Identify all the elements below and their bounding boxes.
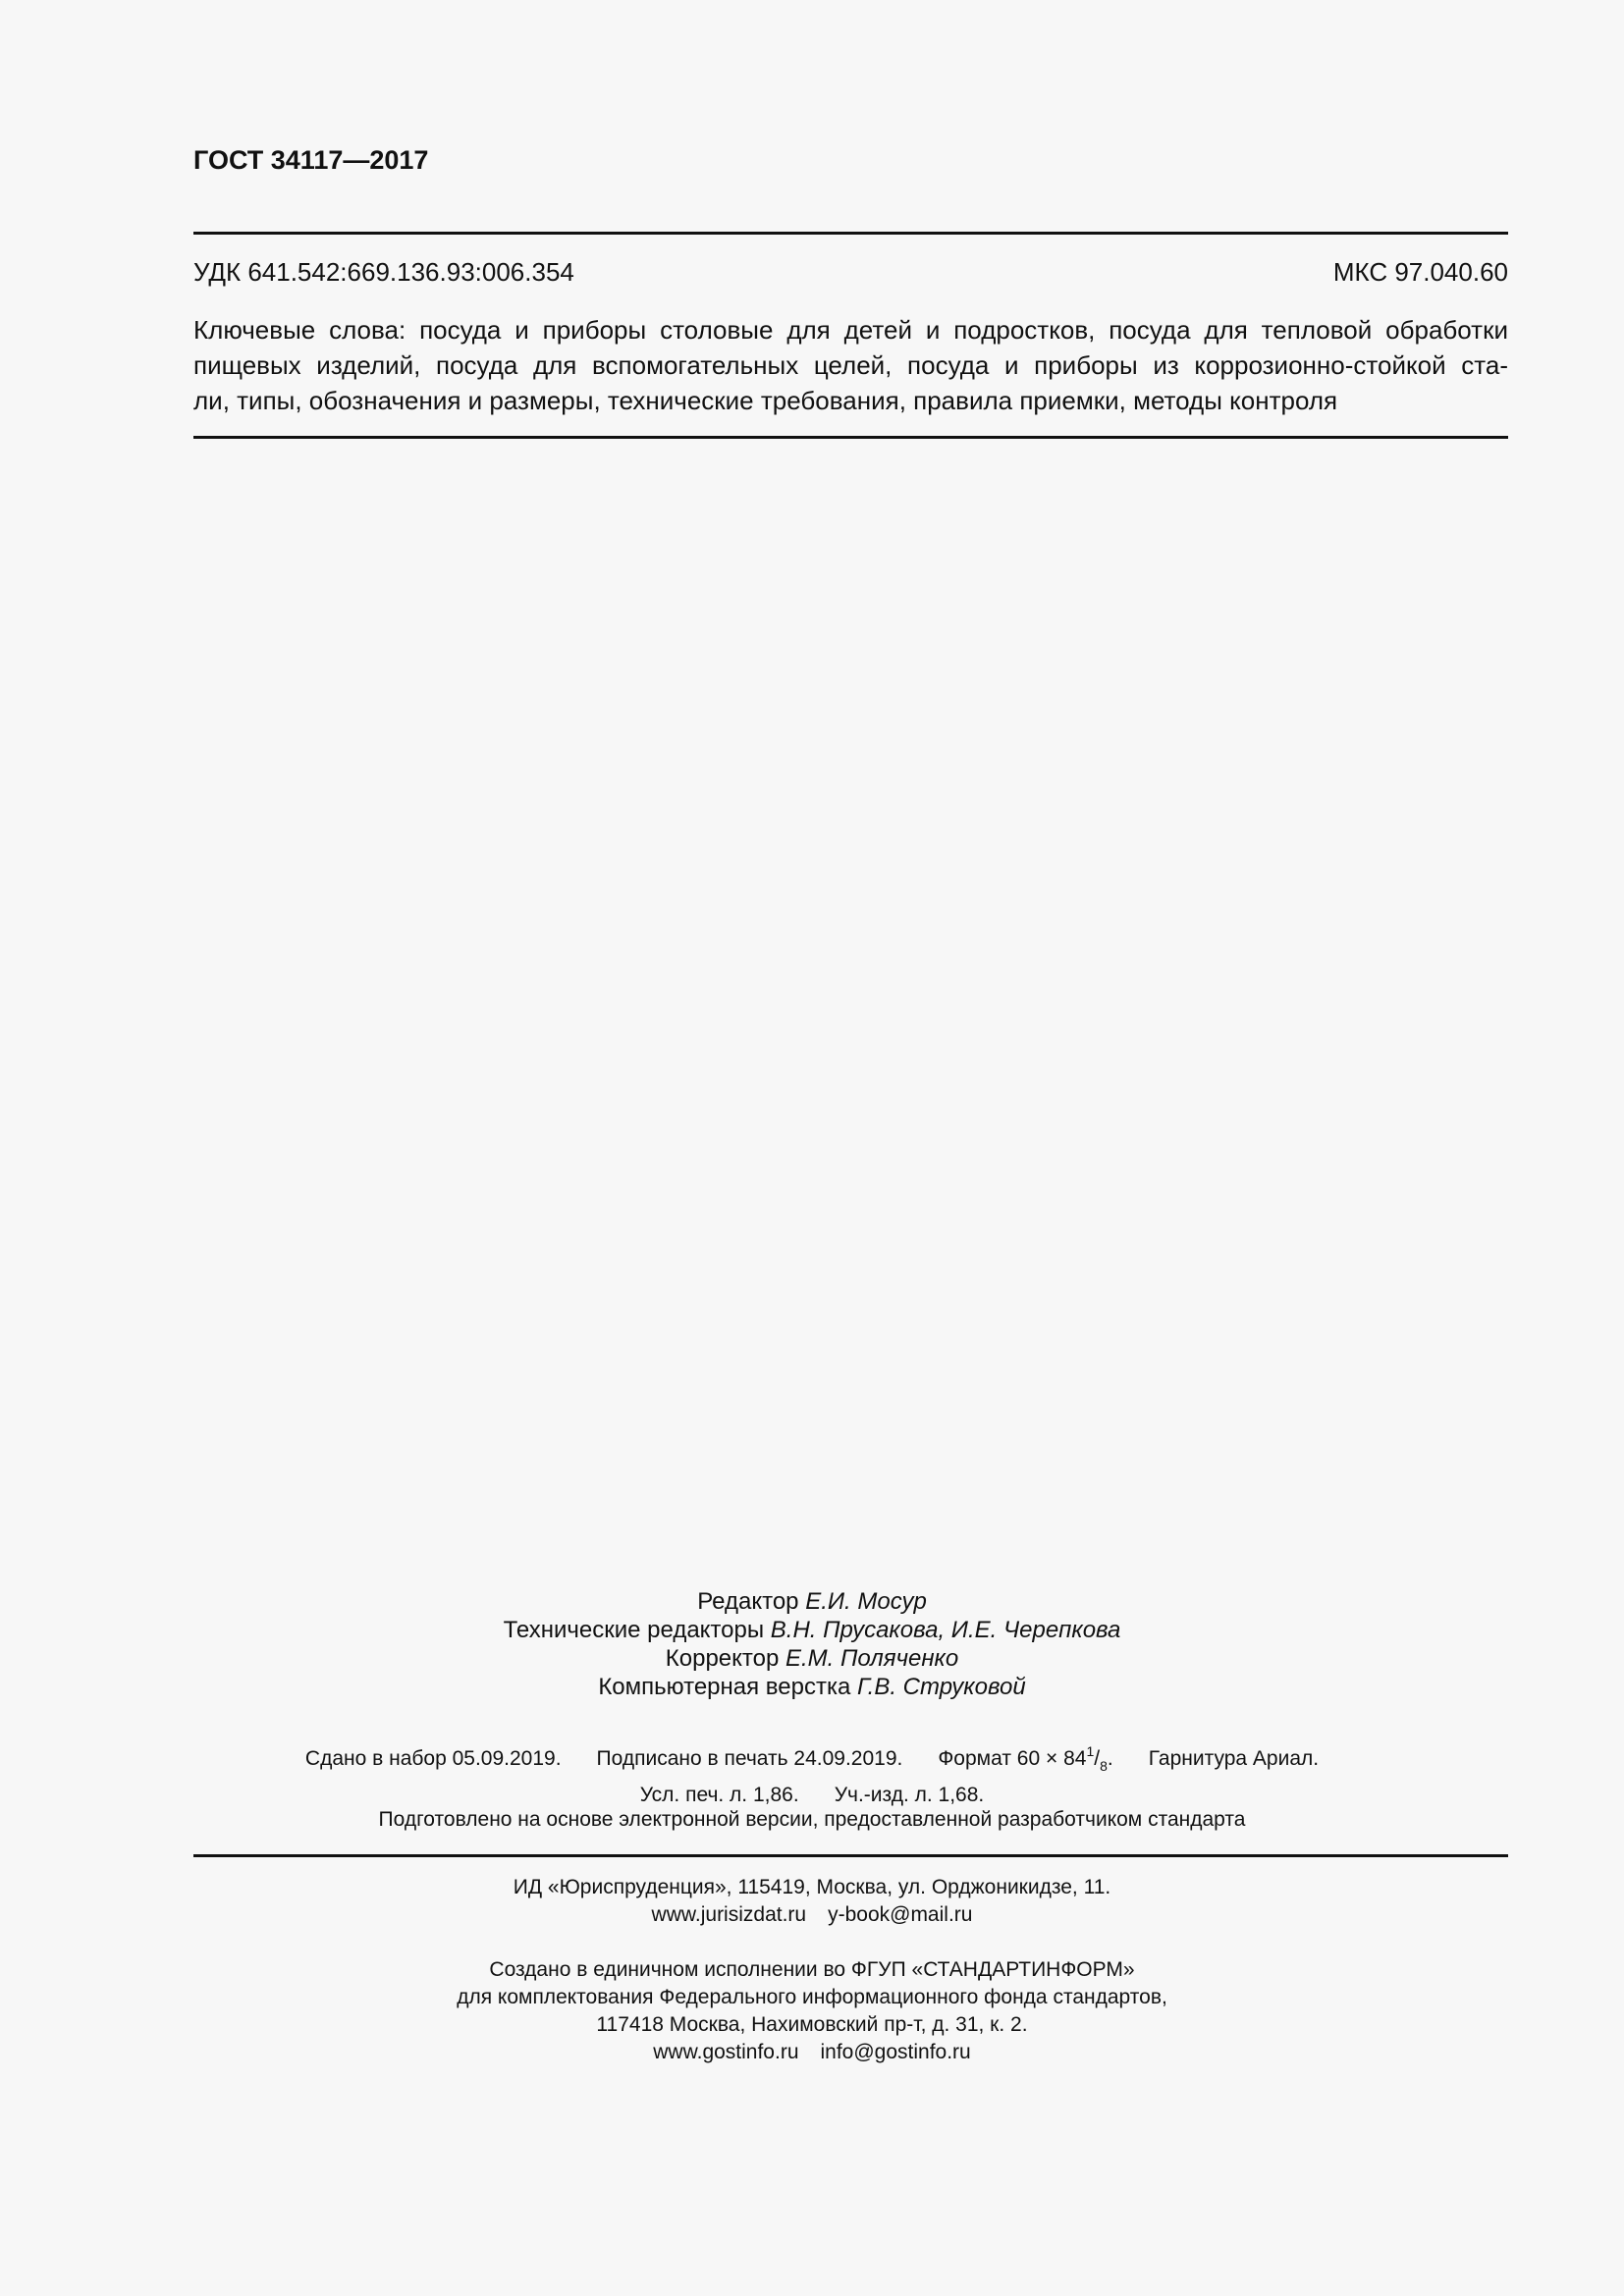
publisher-website-link[interactable]: www.jurisizdat.ru: [651, 1903, 807, 1926]
tech-editors-line: [0, 1616, 1624, 1644]
sheets-line: [0, 1781, 1624, 1810]
keywords-line: пищевых изделий, посуда для вспомогательных целей, посуда и приборы из коррозионно-стойкой ста-: [193, 350, 1508, 380]
created-line: для комплектования Федерального информационного фонда стандартов,: [457, 1986, 1167, 2008]
publisher-divider: [193, 1854, 1508, 1857]
format-numerator: 1: [1086, 1743, 1095, 1759]
print-info-block: [0, 1736, 1624, 1810]
print-info-line: [0, 1736, 1624, 1781]
created-line: Создано в единичном исполнении во ФГУП «СТАНДАРТИНФОРМ»: [489, 1958, 1135, 1981]
created-block: [0, 1956, 1624, 2066]
editor-line: [0, 1587, 1624, 1616]
layout-name: Г.В. Струковой: [857, 1674, 1026, 1700]
signed-date: Подписано в печать 24.09.2019.: [596, 1747, 903, 1770]
format-suffix: .: [1107, 1747, 1113, 1770]
keywords-line: ли, типы, обозначения и размеры, технические требования, правила приемки, методы контроля: [193, 386, 1338, 415]
corrector-line: [0, 1644, 1624, 1673]
layout-label: Компьютерная верстка: [598, 1674, 851, 1700]
gostinfo-email-link[interactable]: info@gostinfo.ru: [820, 2041, 971, 2063]
prepared-note: Подготовлено на основе электронной версии, предоставленной разработчиком стандарта: [378, 1808, 1246, 1831]
layout-line: [0, 1673, 1624, 1701]
mks-code: МКС 97.040.60: [1332, 257, 1508, 287]
created-contacts: [0, 2039, 1624, 2066]
tech-editors-names: В.Н. Прусакова, И.Е. Черепкова: [770, 1617, 1121, 1643]
udk-code: УДК 641.542:669.136.93:006.354: [193, 257, 574, 287]
keywords-line: Ключевые слова: посуда и приборы столовые для детей и подростков, посуда для тепловой обработки: [193, 315, 1508, 345]
tech-editors-label: Технические редакторы: [503, 1617, 765, 1643]
credits-block: [0, 1587, 1624, 1701]
keywords-paragraph: [193, 312, 1508, 418]
submitted-date: Сдано в набор 05.09.2019.: [304, 1747, 562, 1770]
classification-row: [193, 257, 1508, 288]
pub-sheets: Уч.-изд. л. 1,68.: [834, 1784, 985, 1806]
created-address: 117418 Москва, Нахимовский пр-т, д. 31, к. 2.: [596, 2013, 1028, 2036]
corrector-label: Корректор: [665, 1645, 780, 1672]
keywords-divider: [193, 436, 1508, 439]
publisher-block: [0, 1874, 1624, 1929]
paper-format: Формат $60 \times 84^1/_8$.: [938, 1743, 1113, 1774]
format-denominator: 8: [1100, 1758, 1108, 1774]
publisher-email-link[interactable]: y-book@mail.ru: [828, 1903, 973, 1926]
editor-name: Е.И. Мосур: [805, 1588, 927, 1615]
publisher-address: ИД «Юриспруденция», 115419, Москва, ул. Орджоникидзе, 11.: [513, 1876, 1111, 1898]
print-sheets: Усл. печ. л. 1,86.: [639, 1784, 799, 1806]
editor-label: Редактор: [697, 1588, 799, 1615]
page-header-standard-code: ГОСТ 34117—2017: [193, 145, 429, 175]
corrector-name: Е.М. Поляченко: [785, 1645, 959, 1672]
gostinfo-website-link[interactable]: www.gostinfo.ru: [653, 2041, 799, 2063]
format-prefix: Формат 60 × 84: [938, 1747, 1087, 1770]
publisher-contacts: [0, 1901, 1624, 1929]
top-divider: [193, 232, 1508, 235]
typeface: Гарнитура Ариал.: [1148, 1747, 1320, 1770]
